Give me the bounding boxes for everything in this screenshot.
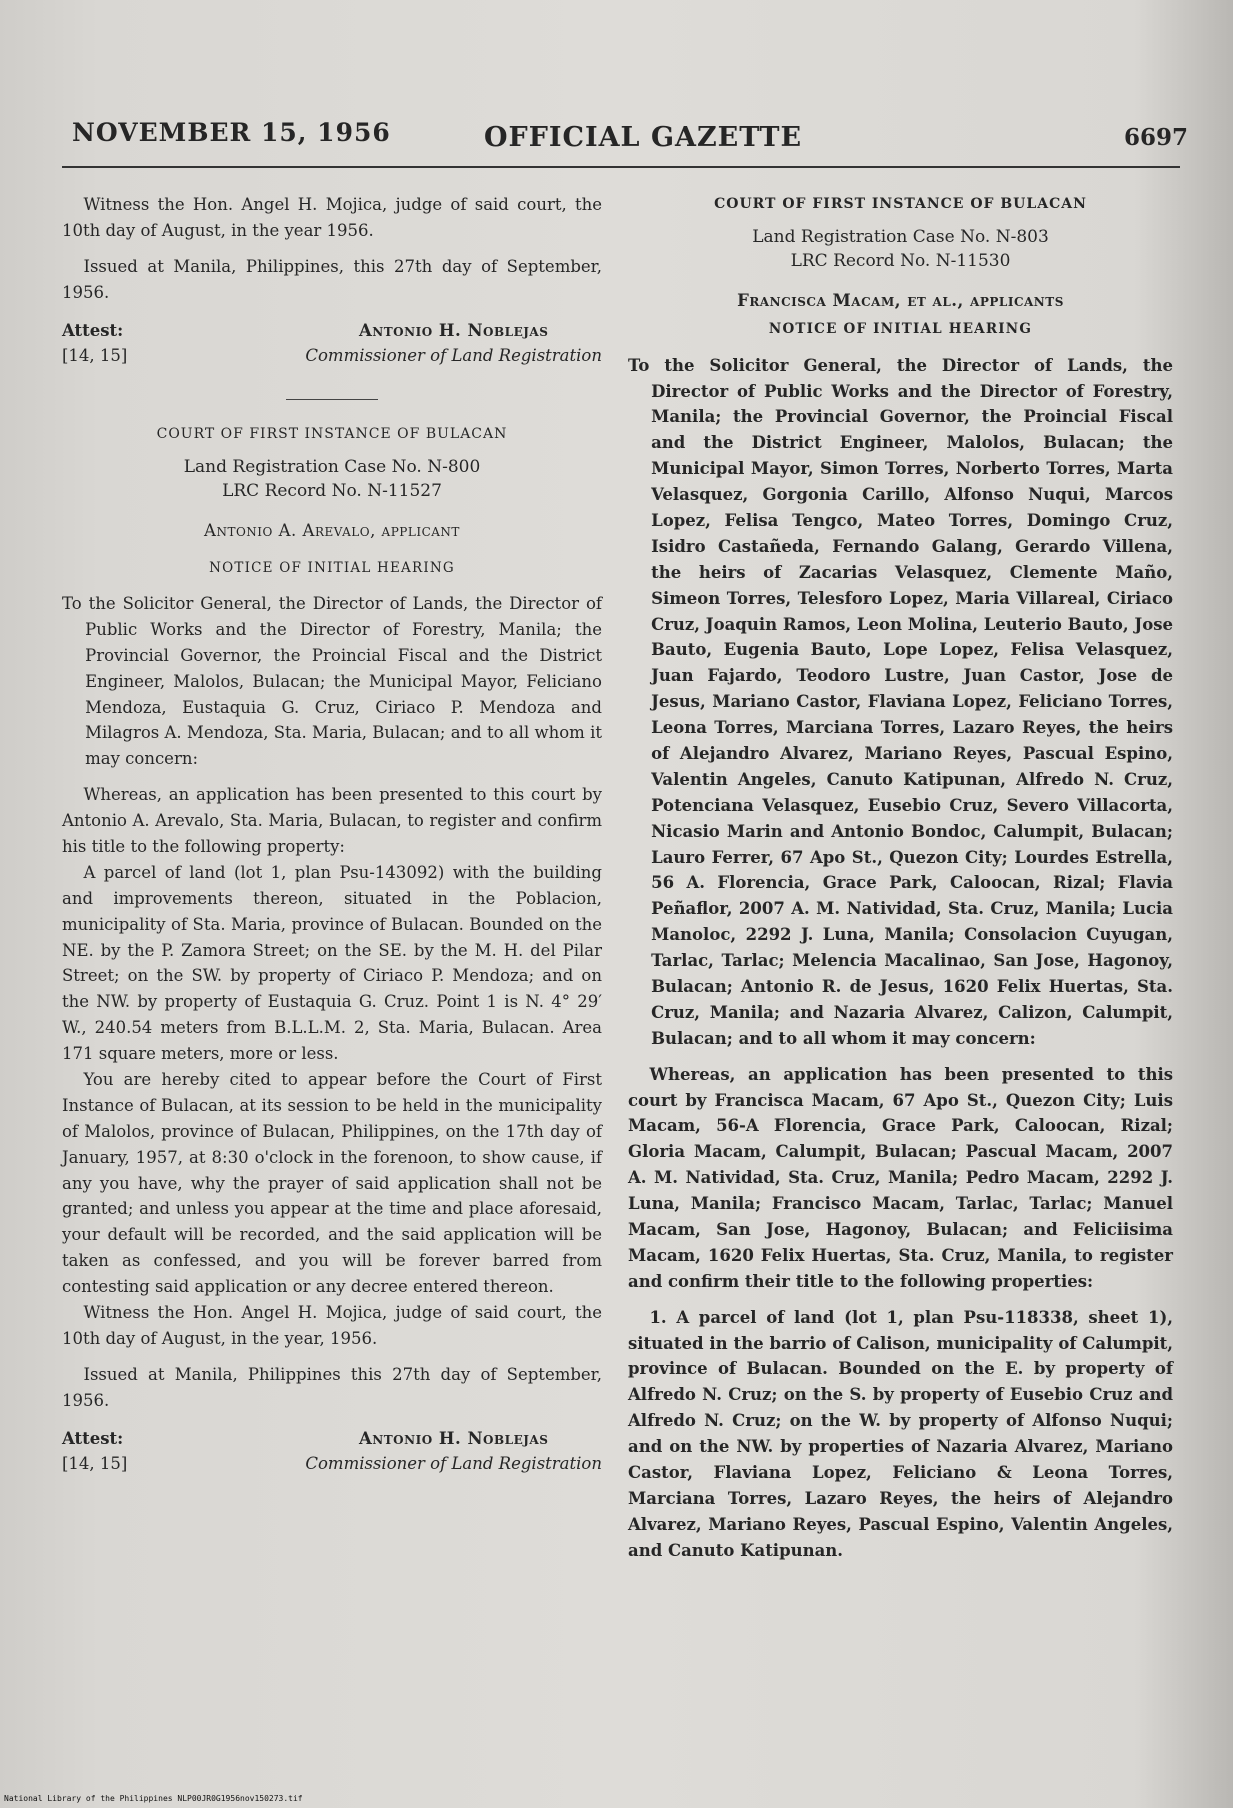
notice-heading: NOTICE OF INITIAL HEARING (209, 559, 455, 576)
attest-name: Antonio H. Noblejas (358, 1428, 549, 1448)
witness-paragraph: Witness the Hon. Angel H. Mojica, judge of said court, the 10th day of August, in the year, 1956. (62, 1303, 602, 1348)
page-number: 6697 (1123, 124, 1188, 151)
attest-block (62, 318, 602, 370)
court-heading: COURT OF FIRST INSTANCE OF BULACAN (714, 196, 1087, 212)
header-date: NOVEMBER 15, 1956 (72, 118, 391, 147)
attest-ref: [14, 15] (62, 346, 128, 366)
issued-paragraph: Issued at Manila, Philippines this 27th day of September, 1956. (62, 1364, 602, 1410)
page-header (72, 118, 1188, 168)
attest-name: Antonio H. Noblejas (358, 320, 549, 340)
parcel-paragraph: 1. A parcel of land (lot 1, plan Psu-118338, sheet 1), situated in the barrio of Calison, municipality of Calumpit, province of Bulacan. Bounded on the E. by property of Alfredo N. Cruz; on the S. by property of Eusebio Cruz and Alfredo N. Cruz; on the W. by property of Alfonso Nuqui; and on the NW. by properties of Nazaria Alvarez, Mariano Castor, Flaviana Lopez, Feliciano & Leona Torres, Marciana Torres, Lazaro Reyes, the heirs of Alejandro Alvarez, Mariano Reyes, Pascual Espino, Valentin Angeles, and Canuto Katipunan. (628, 1307, 1173, 1560)
header-rule (62, 166, 1180, 168)
cited-paragraph: You are hereby cited to appear before the Court of First Instance of Bulacan, at its session to be held in the municipality of Malolos, province of Bulacan, Philippines, on the 17th day of January, 1957, at 8:30 o'clock in the forenoon, to show cause, if any you have, why the prayer of said application shall not be granted; and unless you appear at the time and place aforesaid, your default will be recorded, and the said application will be taken as confessed, and you will be forever barred from contesting said application or any decree entered thereon. (62, 1070, 602, 1297)
addressees-paragraph: To the Solicitor General, the Director of Lands, the Director of Public Works and the Director of Forestry, Manila; the Provincial Governor, the Proincial Fiscal and the District Engineer, Malolos, Bulacan; the Municipal Mayor, Feliciano Mendoza, Eustaquia G. Cruz, Ciriaco P. Mendoza and Milagros A. Mendoza, Sta. Maria, Bulacan; and to all whom it may concern: (62, 593, 602, 769)
section-separator (286, 399, 378, 400)
header-title: OFFICIAL GAZETTE (484, 122, 803, 153)
court-heading: COURT OF FIRST INSTANCE OF BULACAN (156, 426, 508, 443)
whereas-paragraph: Whereas, an application has been presented to this court by Francisca Macam, 67 Apo St., Quezon City; Luis Macam, 56-A Florencia, Grace Park, Caloocan, Rizal; Gloria Macam, Calumpit, Bulacan; Pascual Macam, 2007 A. M. Natividad, Sta. Cruz, Manila; Pedro Macam, 2292 J. Luna, Manila; Francisco Macam, Tarlac, Tarlac; Manuel Macam, San Jose, Hagonoy, Bulacan; and Feliciisima Macam, 1620 Felix Huertas, Sta. Cruz, Manila, to register and confirm their title to the following properties: (628, 1064, 1173, 1291)
witness-paragraph: Witness the Hon. Angel H. Mojica, judge of said court, the 10th day of August, in the year 1956. (62, 195, 602, 240)
right-column (628, 192, 1173, 1564)
attest-block (62, 1426, 602, 1478)
notice-heading: NOTICE OF INITIAL HEARING (768, 321, 1033, 338)
attest-role: Commissioner of Land Registration (305, 1454, 602, 1474)
addressees-paragraph: To the Solicitor General, the Director of Lands, the Director of Public Works and the Director of Forestry, Manila; the Provincial Governor, the Proincial Fiscal and the District Engineer, Malolos, Bulacan; the Municipal Mayor, Simon Torres, Norberto Torres, Marta Velasquez, Gorgonia Carillo, Alfonso Nuqui, Marcos Lopez, Felisa Tengco, Mateo Torres, Domingo Cruz, Isidro Castañeda, Fernando Galang, Gerardo Villena, the heirs of Zacarias Velasquez, Clemente Maño, Simeon Torres, Telesforo Lopez, Maria Villareal, Ciriaco Cruz, Joaquin Ramos, Leon Molina, Leuterio Bauto, Jose Bauto, Eugenia Bauto, Lope Lopez, Felisa Velasquez, Juan Fajardo, Teodoro Lustre, Juan Castor, Jose de Jesus, Mariano Castor, Flaviana Lopez, Feliciano Torres, Leona Torres, Marciana Torres, Lazaro Reyes, the heirs of Alejandro Alvarez, Mariano Reyes, Pascual Espino, Valentin Angeles, Canuto Katipunan, Alfredo N. Cruz, Potenciana Velasquez, Eusebio Cruz, Severo Villacorta, Nicasio Marin and Antonio Bondoc, Calumpit, Bulacan; Lauro Ferrer, 67 Apo St., Quezon City; Lourdes Estrella, 56 A. Florencia, Grace Park, Caloocan, Rizal; Flavia Peñaflor, 2007 A. M. Natividad, Sta. Cruz, Manila; Lucia Manoloc, 2292 J. Luna, Manila; Consolacion Cuyugan, Tarlac, Tarlac; Melencia Macalinao, San Jose, Hagonoy, Bulacan; Antonio R. de Jesus, 1620 Felix Huertas, Sta. Cruz, Manila; and Nazaria Alvarez, Calizon, Calumpit, Bulacan; and to all whom it may concern: (628, 355, 1173, 1048)
applicant-line: Francisca Macam, et al., applicants (737, 290, 1064, 310)
case-number: Land Registration Case No. N-803 (752, 226, 1049, 247)
applicant-line: Antonio A. Arevalo, applicant (204, 520, 460, 540)
case-number: Land Registration Case No. N-800 (183, 457, 481, 478)
attest-label: Attest: (62, 320, 124, 340)
attest-ref: [14, 15] (62, 1454, 128, 1474)
lrc-record: LRC Record No. N-11527 (222, 481, 442, 502)
issued-paragraph: Issued at Manila, Philippines, this 27th day of September, 1956. (62, 256, 602, 302)
attest-label: Attest: (62, 1428, 124, 1448)
parcel-paragraph: A parcel of land (lot 1, plan Psu-143092) with the building and improvements thereon, situated in the Poblacion, municipality of Sta. Maria, province of Bulacan. Bounded on the NE. by the P. Zamora Street; on the SE. by the M. H. del Pilar Street; on the SW. by property of Ciriaco P. Mendoza; and on the NW. by property of Eustaquia G. Cruz. Point 1 is N. 4° 29′ W., 240.54 meters from B.L.L.M. 2, Sta. Maria, Bulacan. Area 171 square meters, more or less. (62, 862, 602, 1064)
attest-role: Commissioner of Land Registration (305, 346, 602, 366)
lrc-record: LRC Record No. N-11530 (790, 250, 1011, 271)
whereas-paragraph: Whereas, an application has been presented to this court by Antonio A. Arevalo, Sta. Maria, Bulacan, to register and confirm his title to the following property: (62, 785, 602, 856)
left-column (62, 192, 602, 1477)
scan-footer: National Library of the Philippines NLP00JR0G1956nov150273.tif (4, 1794, 303, 1803)
